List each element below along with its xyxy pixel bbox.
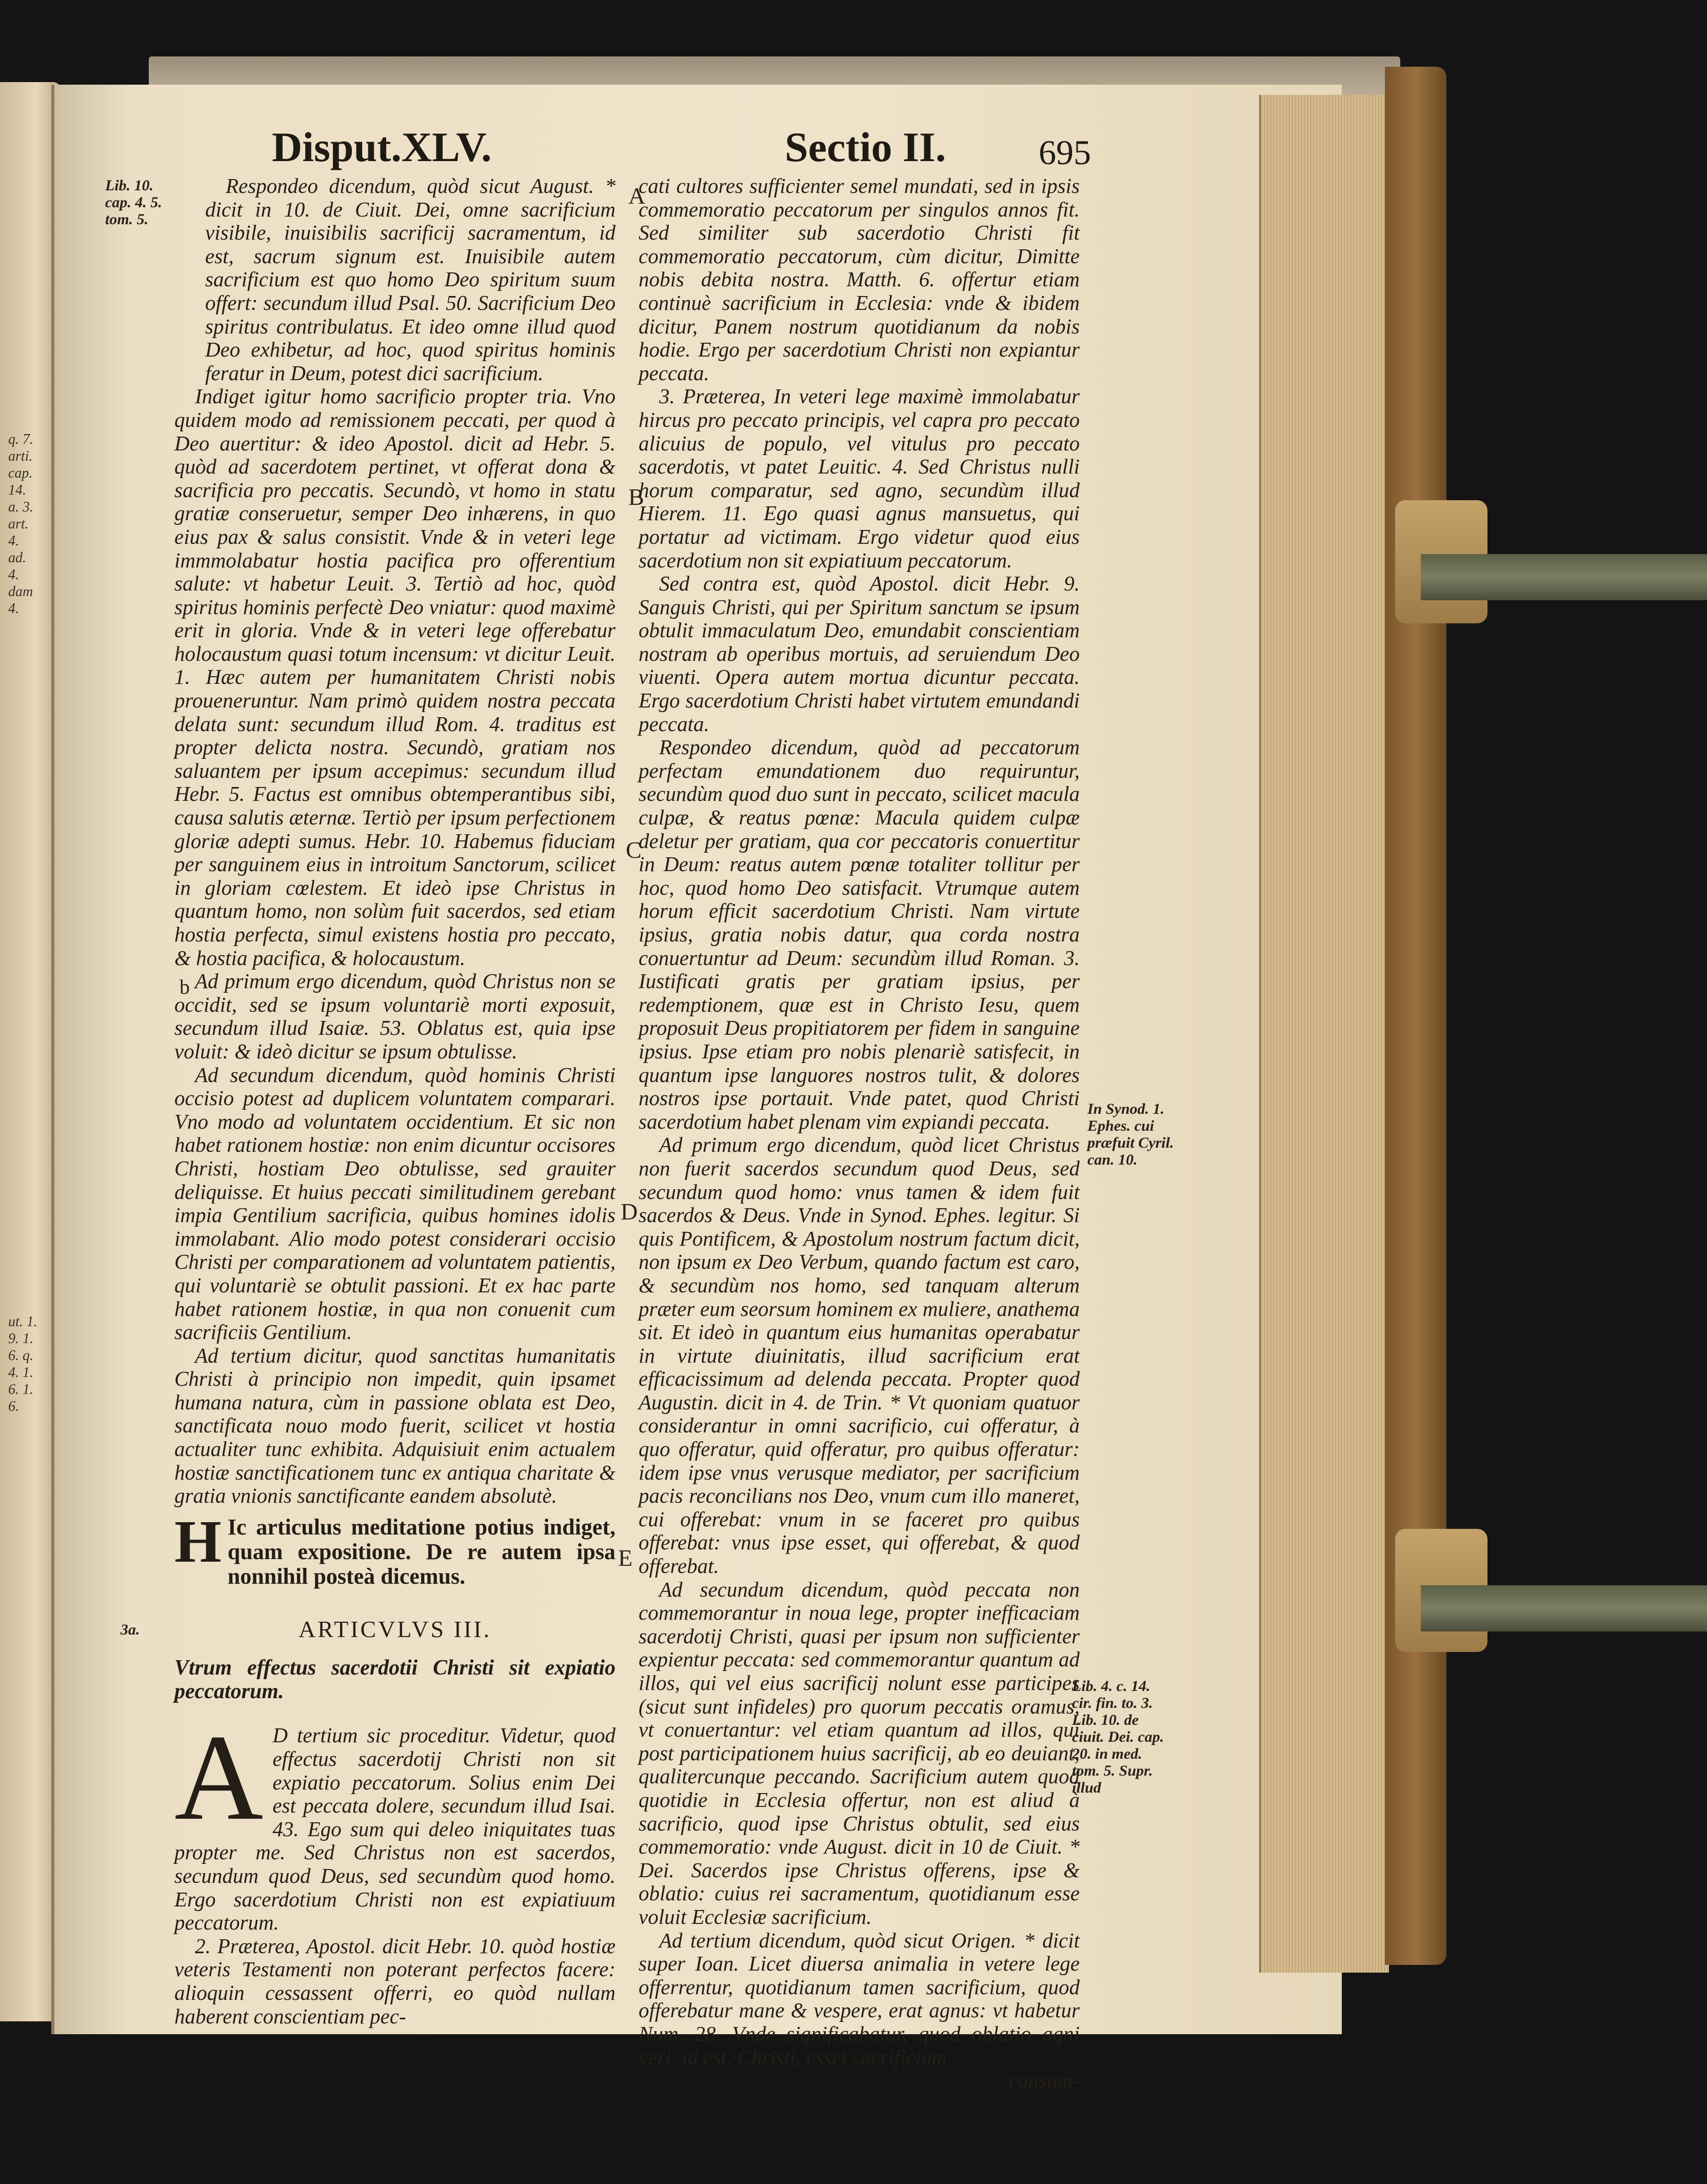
sed-contra-paragraph: Sed contra est, quòd Apostol. dicit Hebr. 9. Sanguis Christi, qui per Spiritum sanctum se ipsum obtulit immaculatum Deo, emundabit conscientiam nostram ab operibus mortuis, ad seruiendum Deo viuenti. Opera autem mortua dicuntur peccata. Ergo sacerdotium Christi habet virtutem emundandi peccata. bbox=[639, 572, 1080, 736]
article-heading: ARTICVLVS III. bbox=[298, 1616, 492, 1642]
margin-note-left-fragment-2: ut. 1. 9. 1. 6. q. 4. 1. 6. 1. 6. bbox=[8, 1314, 37, 1414]
ad-secundum-right-paragraph: Ad secundum dicendum, quòd peccata non commemorantur in noua lege, propter inefficaciam sacerdotij Christi, quasi per ipsum non sufficienter expientur peccata: sed commemorantur quantum ad illos, qui vel eius sacrificij nolunt esse participes (sicut sunt infideles) pro quorum peccatis oramus, vt conuertantur: vel etiam quantum ad illos, qui post participationem huius sacrificij, ab eo deuiant, qualitercunque peccando. Sacrificium autem quod quotidie in Ecclesia offertur, non est aliud à sacrificio, quod ipse Christus obtulit, sed eius commemoratio: vnde August. dicit in 10 de Ciuit. * Dei. Sacerdos ipse Christus offerens, ipse & oblatio: cuius rei sacramentum, quotidianum esse voluit Ecclesiæ sacrificium. bbox=[639, 1577, 1080, 1929]
praeterea-3-paragraph: 3. Præterea, In veteri lege maximè immolabatur hircus pro peccato principis, vel capra pro peccato alicuius de populo, vel vitulus pro peccato sacerdotis, vt patet Leuitic. 4. Sed Christus nulli horum comparatur, sed agno, secundùm illud Hierem. 11. Ego quasi agnus mansuetus, qui portatur ad victimam. Ergo videtur quod eius sacerdotium non sit expiatiuum peccatorum. bbox=[639, 384, 1080, 572]
hic-articulus-text: Ic articulus meditatione potius indiget, quam expositione. De re autem ipsa nonnihil posteà dicemus. bbox=[227, 1514, 616, 1589]
indiget-paragraph: Indiget igitur homo sacrificio propter tria. Vno quidem modo ad remissionem peccati, per quod à Deo auertitur: & ideo Apostol. dicit ad Hebr. 5. quòd ad sacerdotem pertinet, vt offerat dona & sacrificia pro peccatis. Secundò, vt homo in statu gratiæ conseruetur, semper Deo inhærens, in quo eius pax & salus consistit. Vnde & in veteri lege immmolabatur hostia pacifica pro offerentium salute: vt habetur Leuit. 3. Tertiò ad hoc, quòd spiritus hominis perfectè Deo vniatur: quod maximè erit in gloria. Vnde & in veteri lege offerebatur holocaustum quasi totum incensum: vt dicitur Leuit. 1. Hæc autem per humanitatem Christi nobis proueneruntur. Nam primò quidem nostra peccata delata sunt: secundum illud Rom. 4. traditus est propter delicta nostra. Secundò, gratiam nos saluantem per ipsum accepimus: secundum illud Hebr. 5. Factus est omnibus obtemperantibus sibi, causa salutis æternæ. Tertiò per ipsum perfectionem gloriæ adepti sumus. Hebr. 10. Habemus fiduciam per sanguinem eius in introitum Sanctorum, scilicet in gloriam cœlestem. Et ideò ipse Christus in quantum homo, non solùm fuit sacerdos, sed etiam hostia perfecta, simul existens hostia pro peccato, & hostia pacifica, & holocaustum. bbox=[174, 384, 616, 970]
right-column bbox=[639, 174, 1080, 2093]
running-header-section: Sectio II. bbox=[785, 124, 946, 170]
ad-secundum-paragraph: Ad secundum dicendum, quòd hominis Christi occisio potest ad duplicem voluntatem comparari. Vno modo ad voluntatem occidentium. Et sic non habet rationem hostiæ: non enim dicuntur occisores Christi, hostiam Deo obtulisse, sed grauiter deliquisse. Et huius peccati similitudinem gerebant impia Gentilium sacrificia, quibus homines idolis immolabant. Alio modo potest considerari occisio Christi per comparationem ad voluntatem patientis, qui voluntariè se obtulit passioni. Et ex hac parte habet rationem hostiæ, in qua non conuenit cum sacrificiis Gentilium. bbox=[174, 1063, 616, 1344]
ad-tertium-paragraph: Ad tertium dicitur, quod sanctitas humanitatis Christi à principio non impedit, quin ipsamet humana natura, cùm in passione oblata est Deo, sanctificata nouo modo fuerit, scilicet vt hostia actualiter tunc exhibita. Adquisiuit enim actualem hostiæ sanctificationem tunc ex antiqua charitate & gratia vnionis sanctificante eandem absolutè. bbox=[174, 1343, 616, 1508]
page-number: 695 bbox=[1039, 133, 1091, 172]
section-letter-a: A bbox=[628, 183, 646, 209]
running-header-disputatio: Disput.XLV. bbox=[272, 124, 492, 170]
initial-h: H bbox=[174, 1507, 222, 1575]
lower-clasp-strap bbox=[1421, 1585, 1707, 1631]
section-letter-d: D bbox=[621, 1198, 638, 1225]
ad-tertium-proceditur-paragraph bbox=[174, 1709, 616, 1935]
respondeo-right-paragraph: Respondeo dicendum, quòd ad peccatorum perfectam emundationem duo requiruntur, secundùm quod duo sunt in peccato, scilicet macula culpæ, & reatus pœnæ: Macula quidem culpæ deletur per gratiam, qua cor peccatoris conuertitur in Deum: reatus autem pœnæ totaliter tollitur per hoc, quod homo Deo satisfacit. Vtrumque autem horum efficit sacerdotium Christi. Nam virtute ipsius, gratia nobis datur, qua corda nostra conuertuntur ad Deum: secundùm illud Roman. 3. Iustificati gratis per gratiam ipsius, per redemptionem, quæ est in Christo Iesu, quem proposuit Deus propitiatorem per fidem in sanguine ipsius. Ipse etiam pro nobis plenariè satisfecit, in quantum ipse languores nostros tulit, & dolores nostros ipse portauit. Vnde patet, quod Christi sacerdotium habet plenam vim expiandi peccata. bbox=[639, 735, 1080, 1133]
page-edges bbox=[1259, 95, 1389, 1973]
margin-note-left-fragment-1: q. 7. arti. cap. 14. a. 3. art. 4. ad. 4. dam 4. bbox=[8, 431, 33, 617]
hic-articulus-note bbox=[174, 1507, 616, 1589]
section-letter-e: E bbox=[618, 1545, 633, 1571]
ad-tertium-right-paragraph: Ad tertium dicendum, quòd sicut Origen. * dicit super Ioan. Licet diuersa animalia in vetere lege offerrentur, quotidianum tamen sacrificium, quod offerebatur mane & vespere, erat agnus: vt habetur Num. 28. Vnde significabatur, quod oblatio agni veri, id est, Christi, esset sacrificium bbox=[639, 1928, 1080, 2069]
cati-cultores-paragraph: cati cultores sufficienter semel mundati, sed in ipsis commemoratio peccatorum per singulos annos fit. Sed similiter sub sacerdotio Christi fit commemoratio peccatorum, cùm dicitur, Dimitte nobis debita nostra. Matth. 6. offertur etiam continuè sacrificium in Ecclesia: vnde & ibidem dicitur, Panem nostrum quotidianum da nobis hodie. Ergo per sacerdotium Christi non expiantur peccata. bbox=[639, 174, 1080, 385]
praeterea-2-paragraph: 2. Præterea, Apostol. dicit Hebr. 10. quòd hostiæ veteris Testamenti non poterant perfectos facere: alioquin cessassent offerri, eo quòd nullam haberent conscientiam pec- bbox=[174, 1934, 616, 2028]
margin-note-top-left: Lib. 10. cap. 4. 5. tom. 5. bbox=[105, 177, 162, 228]
book-board bbox=[1385, 67, 1446, 1965]
section-letter-c: C bbox=[626, 837, 642, 863]
drop-cap-a: A bbox=[174, 1709, 264, 1846]
respondeo-paragraph: Respondeo dicendum, quòd sicut August. * dicit in 10. de Ciuit. Dei, omne sacrificium visibile, inuisibilis sacrificij sacramentum, id est, sacrum signum est. Inuisibile autem sacrificium est quo homo Deo spiritum suum offert: secundum illud Psal. 50. Sacrificium Deo spiritus contribulatus. Et ideo omne illud quod Deo exhibetur, ad hoc, quod spiritus hominis feratur in Deum, potest dici sacrificium. bbox=[205, 174, 616, 385]
catchword: consum- bbox=[1008, 2069, 1080, 2093]
section-letter-b: B bbox=[628, 484, 644, 510]
margin-note-lib4: Lib. 4. c. 14. cir. fin. to. 3. Lib. 10. de ciuit. Dei. cap. 20. in med. tom. 5. Supr. illud bbox=[1072, 1678, 1164, 1796]
ad-primum-paragraph: Ad primum ergo dicendum, quòd Christus non se occidit, sed se ipsum voluntariè morti exposuit, secundum illud Isaiæ. 53. Oblatus est, quia ipse voluit: & ideò dicitur se ipsum obtulisse. bbox=[174, 969, 616, 1063]
section-letter-b-left: b bbox=[180, 975, 190, 998]
ad-primum-right-paragraph: Ad primum ergo dicendum, quòd licet Christus non fuerit sacerdos secundum quod Deus, sed secundum quod homo: vnus tamen & idem fuit sacerdos & Deus. Vnde in Synod. Ephes. legitur. Si quis Pontificem, & Apostolum nostrum factum dicit, non ipsum ex Deo Verbum, quando factum est caro, & secundùm nos homo, sed tanquam alterum præter eum seorsum hominem ex muliere, anathema sit. Et ideò in quantum eius humanitas operabatur in virtute diuinitatis, illud sacrificium erat efficacissimum ad delenda peccata. Propter quod Augustin. dicit in 4. de Trin. * Vt quoniam quatuor considerantur in omni sacrificio, cui offeratur, à quo offeratur, quid offeratur, pro quibus offeratur: idem ipse vnus verusque mediator, per sacrificium pacis reconcilians nos Deo, vnum cum illo maneret, cui offerebat: vnum in se faceret pro quibus offerebat: vnus ipse esset, qui offerebat, & quod offerebat. bbox=[639, 1133, 1080, 1578]
upper-clasp-strap bbox=[1421, 554, 1707, 600]
left-column bbox=[174, 174, 616, 2028]
margin-note-synod: In Synod. 1. Ephes. cui præfuit Cyril. can. 10. bbox=[1087, 1100, 1174, 1168]
article-question: Vtrum effectus sacerdotii Christi sit expiatio peccatorum. bbox=[174, 1656, 616, 1704]
ad-tertium-proceditur-text: D tertium sic proceditur. Videtur, quod effectus sacerdotij Christi non sit expiatio peccatorum. Solius enim Dei est peccata dolere, secundum illud Isai. 43. Ego sum qui deleo iniquitates tuas propter me. Sed Christus non est sacerdos, secundum quod Deus, sed secundùm quod homo. Ergo sacerdotium Christi non est expiatiuum peccatorum. bbox=[174, 1723, 616, 1935]
margin-article-mark: 3a. bbox=[121, 1621, 140, 1638]
